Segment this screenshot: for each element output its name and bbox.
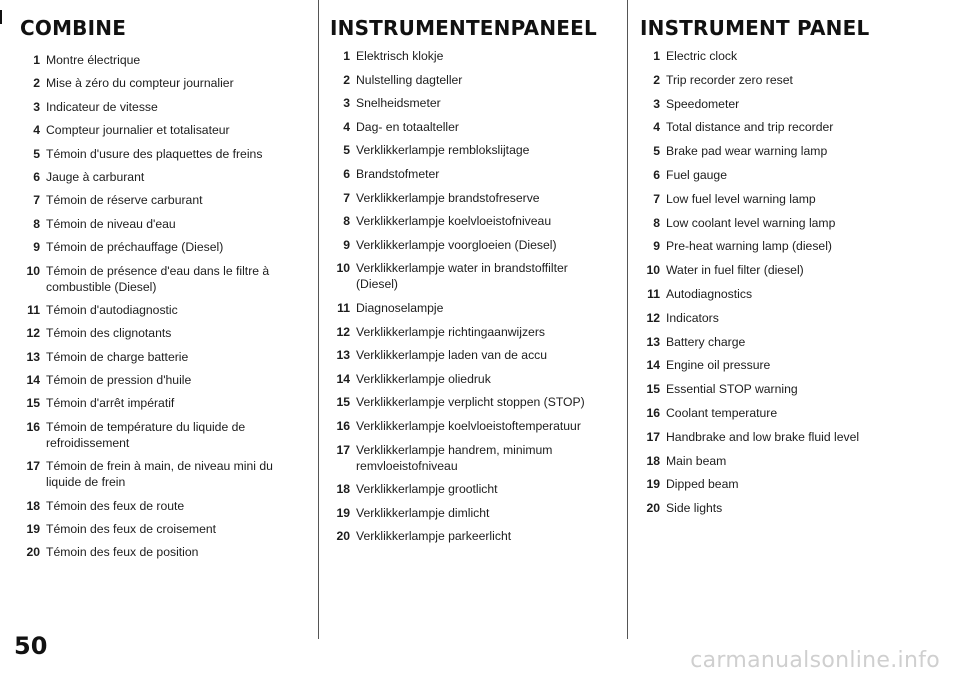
watermark-text: carmanualsonline.info <box>690 648 940 673</box>
item-number: 13 <box>26 349 40 364</box>
list-item <box>20 169 300 185</box>
list-item <box>640 476 940 492</box>
item-label: Témoin de réserve carburant <box>46 193 203 208</box>
item-label: Témoin des feux de route <box>46 498 185 513</box>
item-number: 12 <box>336 324 350 339</box>
list-item <box>330 48 612 64</box>
column-dutch <box>330 16 612 552</box>
item-number: 2 <box>343 72 350 87</box>
item-label: Témoin de préchauffage (Diesel) <box>46 240 224 255</box>
item-label: Low coolant level warning lamp <box>666 215 836 230</box>
list-item <box>640 48 940 64</box>
item-label: Indicateur de vitesse <box>46 99 158 114</box>
item-number: 5 <box>343 143 350 158</box>
item-number: 8 <box>33 216 40 231</box>
item-number: 6 <box>33 169 40 184</box>
list-item <box>330 166 612 182</box>
item-number: 8 <box>343 214 350 229</box>
item-label: Battery charge <box>666 334 746 349</box>
item-label: Verklikkerlampje laden van de accu <box>356 348 548 363</box>
list-item <box>330 142 612 158</box>
list-item <box>20 325 300 341</box>
list-item <box>330 300 612 316</box>
list-item <box>330 442 612 474</box>
item-label: Jauge à carburant <box>46 169 145 184</box>
column-french <box>20 16 300 568</box>
item-label: Témoin de niveau d'eau <box>46 216 176 231</box>
list-item <box>330 528 612 544</box>
item-label: Snelheidsmeter <box>356 96 441 111</box>
item-number: 18 <box>336 482 350 497</box>
item-label: Témoin d'arrêt impératif <box>46 396 175 411</box>
list-item <box>20 419 300 451</box>
list-item <box>20 146 300 162</box>
item-label: Témoin de frein à main, de niveau mini du liquide de frein <box>46 459 273 490</box>
item-number: 9 <box>33 240 40 255</box>
item-label: Témoin des clignotants <box>46 326 172 341</box>
item-label: Water in fuel filter (diesel) <box>666 263 804 278</box>
item-number: 3 <box>33 99 40 114</box>
item-number: 2 <box>33 76 40 91</box>
item-number: 11 <box>337 300 350 315</box>
list-item <box>20 52 300 68</box>
item-number: 4 <box>343 119 350 134</box>
column-divider <box>318 0 319 639</box>
legend-list-dutch <box>330 48 612 544</box>
list-item <box>20 498 300 514</box>
item-label: Témoin de pression d'huile <box>46 373 192 388</box>
item-label: Verklikkerlampje verplicht stoppen (STOP) <box>356 395 585 410</box>
list-item <box>330 347 612 363</box>
list-item <box>640 119 940 135</box>
item-number: 3 <box>653 96 660 111</box>
list-item <box>640 262 940 278</box>
item-label: Brandstofmeter <box>356 166 440 181</box>
item-label: Verklikkerlampje remblokslijtage <box>356 143 530 158</box>
item-number: 2 <box>653 72 660 87</box>
item-number: 11 <box>647 286 660 301</box>
item-label: Diagnoselampje <box>356 300 444 315</box>
item-label: Verklikkerlampje dimlicht <box>356 505 490 520</box>
list-item <box>640 500 940 516</box>
crop-mark <box>0 10 2 24</box>
list-item <box>20 239 300 255</box>
item-number: 7 <box>33 193 40 208</box>
item-number: 10 <box>646 263 660 278</box>
item-label: Speedometer <box>666 96 740 111</box>
item-label: Side lights <box>666 501 723 516</box>
list-item <box>640 453 940 469</box>
item-number: 17 <box>336 442 350 457</box>
item-label: Engine oil pressure <box>666 358 771 373</box>
list-item <box>330 72 612 88</box>
list-item <box>640 405 940 421</box>
item-label: Electric clock <box>666 49 738 63</box>
item-number: 17 <box>26 459 40 474</box>
item-number: 16 <box>646 405 660 420</box>
list-item <box>330 237 612 253</box>
list-item <box>330 418 612 434</box>
list-item <box>640 72 940 88</box>
list-item <box>20 216 300 232</box>
item-number: 14 <box>336 371 350 386</box>
item-number: 20 <box>336 529 350 544</box>
section-heading-french: COMBINE <box>20 16 127 40</box>
list-item <box>330 213 612 229</box>
item-number: 7 <box>653 191 660 206</box>
item-label: Verklikkerlampje parkeerlicht <box>356 529 512 544</box>
item-label: Verklikkerlampje richtingaanwijzers <box>356 324 545 339</box>
item-number: 6 <box>343 166 350 181</box>
list-item <box>640 167 940 183</box>
list-item <box>640 429 940 445</box>
item-label: Total distance and trip recorder <box>666 120 834 135</box>
item-label: Handbrake and low brake fluid level <box>666 429 860 444</box>
item-number: 16 <box>336 418 350 433</box>
list-item <box>20 521 300 537</box>
legend-list-english <box>640 48 940 516</box>
item-number: 4 <box>33 123 40 138</box>
list-item <box>330 324 612 340</box>
page-number: 50 <box>14 632 48 660</box>
item-number: 5 <box>33 146 40 161</box>
item-number: 3 <box>343 96 350 111</box>
item-number: 14 <box>26 373 40 388</box>
list-item <box>640 381 940 397</box>
item-label: Verklikkerlampje brandstofreserve <box>356 190 540 205</box>
item-label: Mise à zéro du compteur journalier <box>46 76 234 91</box>
list-item <box>20 544 300 560</box>
item-label: Indicators <box>666 310 719 325</box>
item-label: Montre électrique <box>46 53 141 67</box>
item-number: 6 <box>653 167 660 182</box>
list-item <box>640 191 940 207</box>
item-number: 15 <box>646 382 660 397</box>
item-number: 9 <box>343 237 350 252</box>
item-label: Elektrisch klokje <box>356 49 444 63</box>
item-label: Low fuel level warning lamp <box>666 191 816 206</box>
item-number: 7 <box>343 190 350 205</box>
list-item <box>330 260 612 292</box>
list-item <box>20 263 300 295</box>
item-label: Fuel gauge <box>666 167 727 182</box>
item-number: 15 <box>26 396 40 411</box>
list-item <box>20 122 300 138</box>
list-item <box>20 302 300 318</box>
item-label: Nulstelling dagteller <box>356 72 463 87</box>
list-item <box>640 334 940 350</box>
list-item <box>330 95 612 111</box>
list-item <box>640 238 940 254</box>
list-item <box>640 357 940 373</box>
section-heading-dutch: INSTRUMENTENPANEEL <box>330 16 597 40</box>
item-label: Verklikkerlampje koelvloeistoftemperatuur <box>356 418 581 433</box>
item-number: 17 <box>646 429 660 444</box>
item-number: 4 <box>653 120 660 135</box>
item-label: Pre-heat warning lamp (diesel) <box>666 239 832 254</box>
item-label: Coolant temperature <box>666 405 778 420</box>
item-label: Main beam <box>666 453 727 468</box>
item-number: 16 <box>26 419 40 434</box>
section-heading-english: INSTRUMENT PANEL <box>640 16 870 40</box>
item-label: Essential STOP warning <box>666 382 798 397</box>
item-label: Brake pad wear warning lamp <box>666 144 828 159</box>
item-number: 10 <box>336 261 350 276</box>
item-label: Témoin de charge batterie <box>46 349 189 364</box>
item-label: Trip recorder zero reset <box>666 72 793 87</box>
item-label: Verklikkerlampje grootlicht <box>356 482 498 497</box>
item-label: Témoin des feux de position <box>46 545 199 560</box>
list-item <box>20 395 300 411</box>
list-item <box>20 99 300 115</box>
list-item <box>20 458 300 490</box>
item-number: 18 <box>646 453 660 468</box>
item-number: 19 <box>26 522 40 537</box>
list-item <box>640 96 940 112</box>
item-number: 12 <box>646 310 660 325</box>
item-label: Témoin de présence d'eau dans le filtre à combustible (Diesel) <box>46 263 270 294</box>
column-divider <box>627 0 628 639</box>
item-label: Témoin des feux de croisement <box>46 522 217 537</box>
legend-list-french <box>20 52 300 560</box>
list-item <box>640 310 940 326</box>
list-item <box>20 372 300 388</box>
item-number: 14 <box>646 358 660 373</box>
item-label: Dag- en totaalteller <box>356 119 459 134</box>
item-number: 10 <box>26 263 40 278</box>
list-item <box>330 481 612 497</box>
item-number: 19 <box>336 505 350 520</box>
item-number: 20 <box>646 501 660 516</box>
list-item <box>330 119 612 135</box>
item-number: 9 <box>653 239 660 254</box>
list-item <box>640 286 940 302</box>
item-label: Témoin d'autodiagnostic <box>46 302 178 317</box>
item-number: 19 <box>646 477 660 492</box>
list-item <box>640 215 940 231</box>
list-item <box>330 505 612 521</box>
item-number: 15 <box>336 395 350 410</box>
list-item <box>330 190 612 206</box>
list-item <box>330 371 612 387</box>
list-item <box>640 143 940 159</box>
item-number: 20 <box>26 545 40 560</box>
item-label: Compteur journalier et totalisateur <box>46 123 230 138</box>
item-number: 8 <box>653 215 660 230</box>
item-number: 18 <box>26 498 40 513</box>
item-label: Verklikkerlampje koelvloeistofniveau <box>356 214 552 229</box>
item-number: 11 <box>27 302 40 317</box>
list-item <box>330 394 612 410</box>
list-item <box>20 192 300 208</box>
list-item <box>20 75 300 91</box>
item-number: 5 <box>653 144 660 159</box>
column-english <box>640 16 940 524</box>
item-label: Verklikkerlampje oliedruk <box>356 371 491 386</box>
item-label: Verklikkerlampje voorgloeien (Diesel) <box>356 237 557 252</box>
item-label: Témoin de température du liquide de refroidissement <box>46 419 246 450</box>
item-label: Verklikkerlampje handrem, minimum remvloeistofniveau <box>356 442 553 473</box>
item-label: Autodiagnostics <box>666 286 753 301</box>
item-number: 1 <box>33 53 40 67</box>
item-number: 1 <box>653 49 660 63</box>
item-label: Témoin d'usure des plaquettes de freins <box>46 146 263 161</box>
item-number: 13 <box>336 348 350 363</box>
item-number: 13 <box>646 334 660 349</box>
item-label: Verklikkerlampje water in brandstoffilter (Diesel) <box>356 261 568 292</box>
item-label: Dipped beam <box>666 477 739 492</box>
item-number: 12 <box>26 326 40 341</box>
item-number: 1 <box>343 49 350 63</box>
list-item <box>20 349 300 365</box>
